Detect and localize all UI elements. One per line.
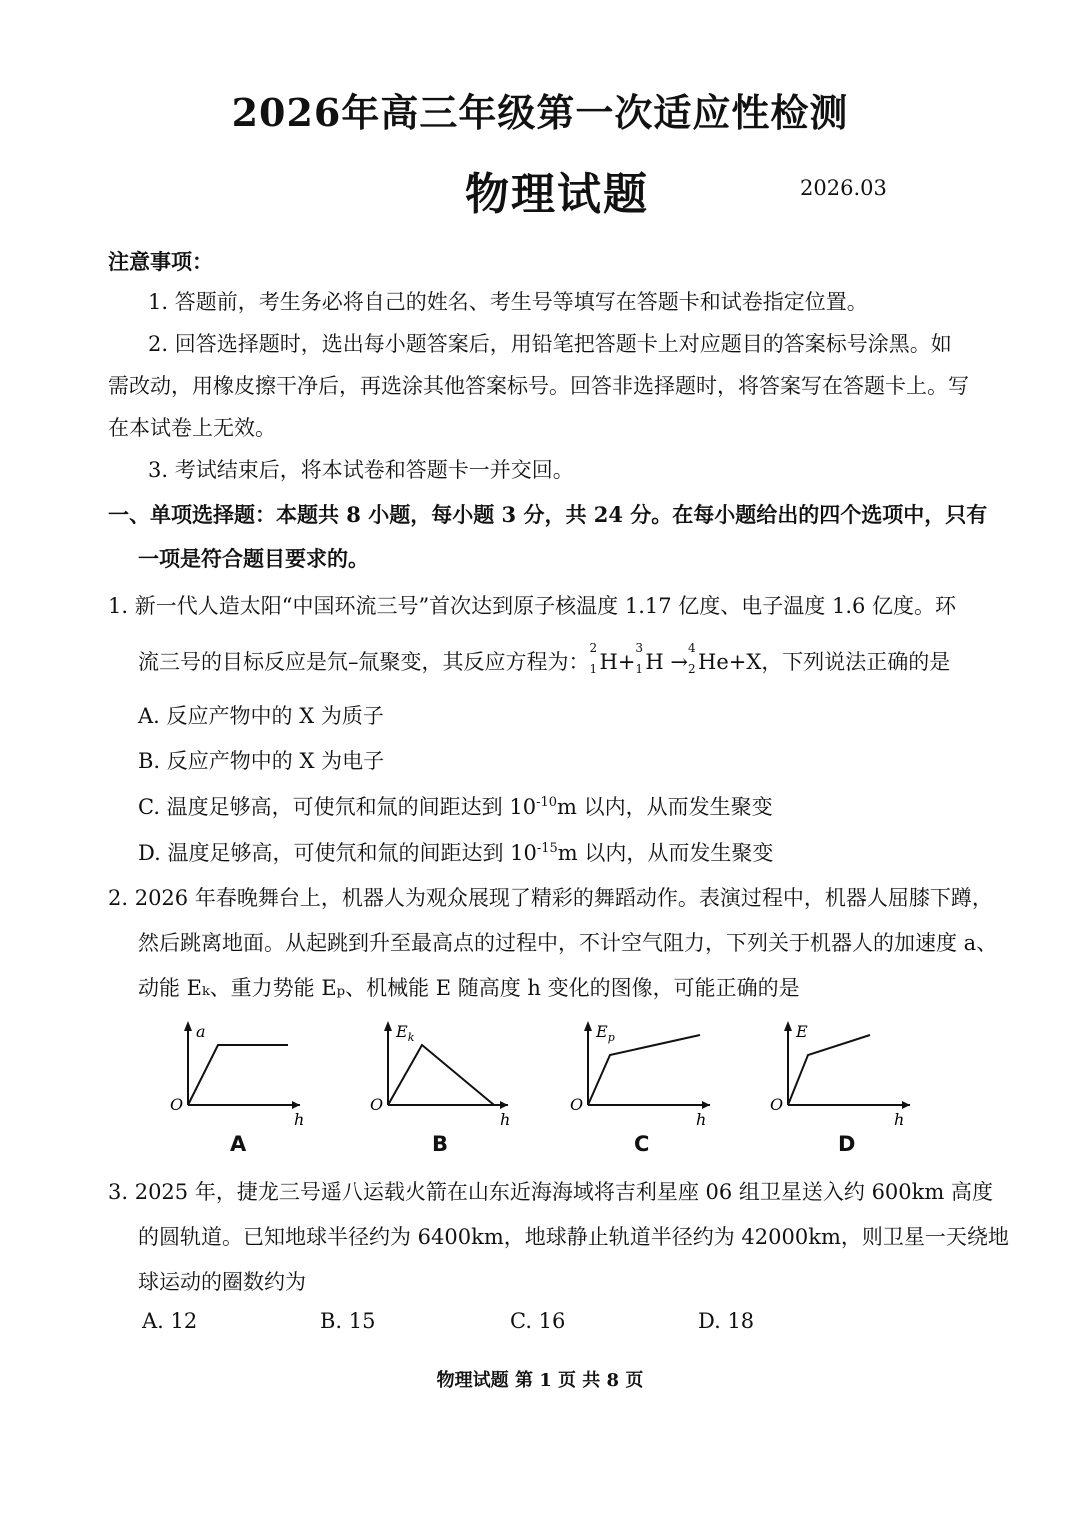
q3-option-d: D. 18 [698,1309,755,1333]
graph-d-curve [788,1035,870,1105]
q3-option-a: A. 12 [142,1309,198,1333]
graph-b-origin: O [370,1095,384,1114]
q1-stem-line2-post: ，下列说法正确的是 [761,650,951,674]
notice-item-2-line3: 在本试卷上无效。 [108,416,276,440]
mass-number: 3 [635,641,644,655]
q3-option-b: B. 15 [320,1309,376,1333]
q2-stem-line3: 动能 Eₖ、重力势能 Eₚ、机械能 E 随高度 h 变化的图像，可能正确的是 [138,976,800,1000]
notice-item-1: 1. 答题前，考生务必将自己的姓名、考生号等填写在答题卡和试卷指定位置。 [148,290,868,314]
symbol: H → [645,650,689,674]
graph-c-label: C [634,1132,650,1156]
graph-a-origin: O [170,1095,184,1114]
section-1-heading-line1: 一、单项选择题：本题共 8 小题，每小题 3 分，共 24 分。在每小题给出的四个选项中，只有 [108,502,988,527]
graph-c-curve [588,1035,700,1105]
q1-stem-line2 [138,641,951,676]
svg-text:Ep [595,1022,615,1044]
notice-item-2-line1: 2. 回答选择题时，选出每小题答案后，用铅笔把答题卡上对应题目的答案标号涂黑。如 [148,332,952,356]
nuclide-tritium [635,641,689,676]
symbol: He+X [698,650,762,674]
nuclide-deuterium [589,641,636,676]
graph-c [560,1015,720,1135]
atomic-number: 1 [635,662,644,676]
graph-d-label: D [838,1132,856,1156]
graph-a-curve [188,1045,288,1105]
exam-date: 2026.03 [800,176,887,200]
graph-c-ylabel-sub: p [607,1031,615,1044]
graph-b-curve [388,1045,494,1105]
symbol: H+ [599,650,636,674]
q1-option-c [138,791,773,821]
q1-stem-line2-pre: 流三号的目标反应是氘–氚聚变，其反应方程为： [138,650,590,674]
graph-d [760,1015,920,1135]
graph-d-ylabel: E [796,1022,808,1041]
q1-option-c-post: m 以内，从而发生聚变 [557,795,773,819]
graph-b-label: B [432,1132,449,1156]
graph-b [360,1015,520,1135]
q1-option-d-post: m 以内，从而发生聚变 [557,841,774,865]
mass-number: 4 [688,641,696,655]
graph-d-origin: O [770,1095,784,1114]
nuclide-helium [688,641,762,676]
q3-stem-line2: 的圆轨道。已知地球半径约为 6400km，地球静止轨道半径约为 42000km，则卫星一天绕地 [138,1225,1009,1249]
graph-b-xlabel: h [500,1110,511,1129]
graph-b-ylabel: E [396,1022,408,1041]
q1-stem-line1: 1. 新一代人造太阳“中国环流三号”首次达到原子核温度 1.17 亿度、电子温度 1.6 亿度。环 [108,594,957,618]
atomic-number: 1 [589,662,598,676]
notice-heading: 注意事项： [108,249,213,274]
graph-a-label: A [230,1132,247,1156]
svg-text:Ek [395,1022,415,1044]
q3-option-c: C. 16 [510,1309,566,1333]
graph-c-ylabel: E [596,1022,608,1041]
notice-item-2-line2: 需改动，用橡皮擦干净后，再选涂其他答案标号。回答非选择题时，将答案写在答题卡上。写 [108,374,969,398]
q1-option-d-pre: D. 温度足够高，可使氘和氚的间距达到 10 [138,841,537,865]
graph-a-xlabel: h [294,1110,305,1129]
graph-c-xlabel: h [696,1110,707,1129]
graph-a [160,1015,310,1135]
q1-option-b: B. 反应产物中的 X 为电子 [138,749,385,773]
q1-option-d-exponent: -15 [536,841,558,856]
graph-b-ylabel-sub: k [407,1031,415,1044]
exam-subject: 物理试题 [465,169,649,220]
q2-stem-line2: 然后跳离地面。从起跳到升至最高点的过程中，不计空气阻力，下列关于机器人的加速度 a、 [138,931,998,955]
graph-c-origin: O [570,1095,584,1114]
exam-title: 2026年高三年级第一次适应性检测 [231,90,849,135]
q1-option-a: A. 反应产物中的 X 为质子 [138,704,384,728]
page-footer: 物理试题 第 1 页 共 8 页 [436,1370,644,1391]
graph-d-xlabel: h [894,1110,905,1129]
q1-option-d [138,837,773,867]
q3-stem-line3: 球运动的圈数约为 [138,1270,306,1294]
atomic-number: 2 [688,662,696,676]
section-1-heading-line2: 一项是符合题目要求的。 [138,546,369,571]
graph-a-ylabel: a [196,1022,206,1041]
q2-stem-line1: 2. 2026 年春晚舞台上，机器人为观众展现了精彩的舞蹈动作。表演过程中，机器人屈膝下蹲， [108,886,993,910]
q3-stem-line1: 3. 2025 年，捷龙三号遥八运载火箭在山东近海海域将吉利星座 06 组卫星送入约 600km 高度 [108,1180,993,1204]
notice-item-3: 3. 考试结束后，将本试卷和答题卡一并交回。 [148,458,574,482]
mass-number: 2 [589,641,598,655]
q1-option-c-pre: C. 温度足够高，可使氘和氚的间距达到 10 [138,795,537,819]
q1-option-c-exponent: -10 [536,795,558,810]
